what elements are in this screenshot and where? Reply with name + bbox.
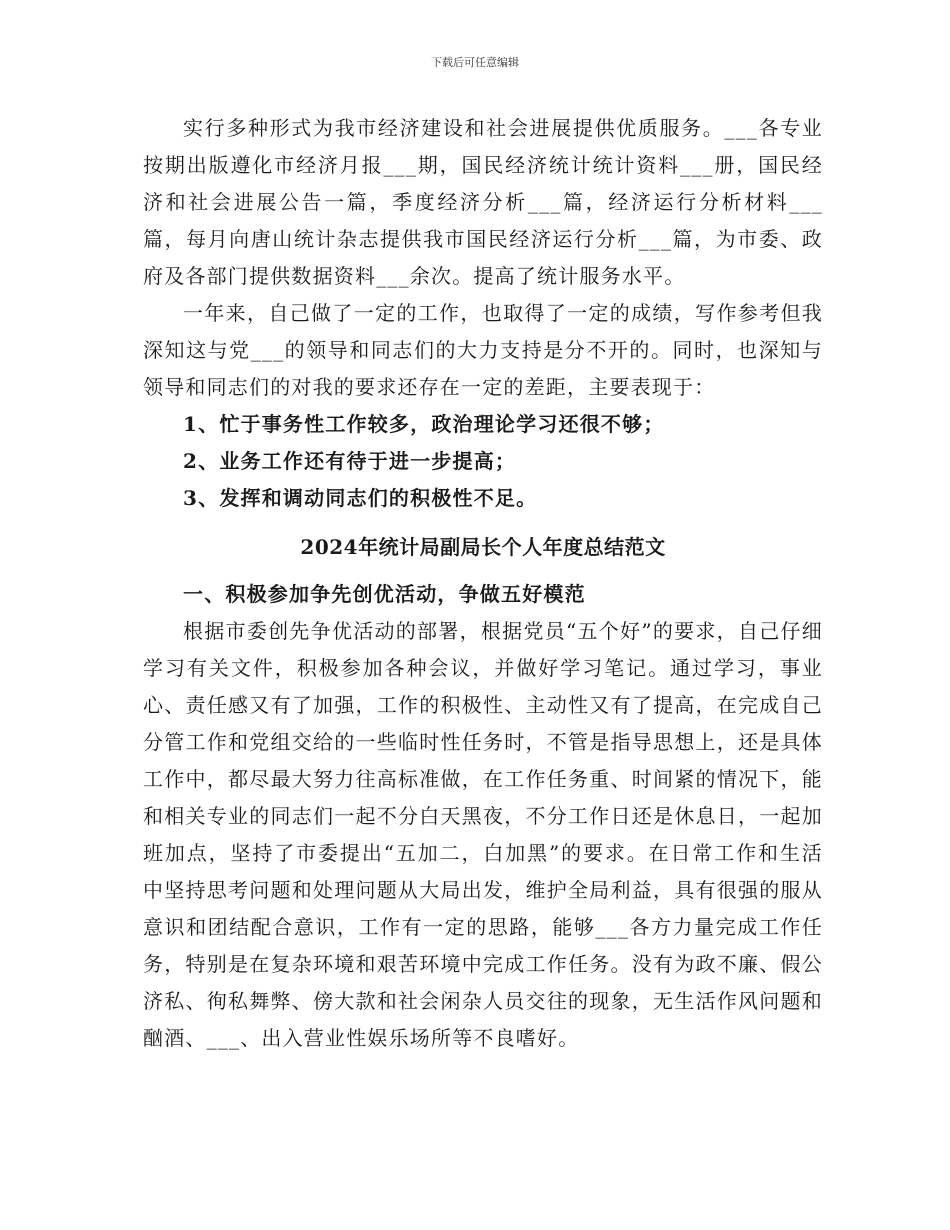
paragraph-statistics-services: 实行多种形式为我市经济建设和社会进展提供优质服务。___各专业按期出版遵化市经济月报___期，国民经济统计统计资料___册，国民经济和社会进展公告一篇，季度经济分析___篇，经济运行分析材料___篇，每月向唐山统计杂志提供我市国民经济运行分析___篇，为市委、政府及各部门提供数据资料___余次。提高了统计服务水平。 [143,116,823,288]
paragraph-section-one: 根据市委创先争优活动的部署，根据党员“五个好”的要求，自己仔细学习有关文件，积极参加各种会议，并做好学习笔记。通过学习，事业心、责任感又有了加强，工作的积极性、主动性又有了提高，在完成自己分管工作和党组交给的一些临时性任务时，不管是指导思想上，还是具体工作中，都尽最大努力往高标准做，在工作任务重、时间紧的情况下，能和相关专业的同志们一起不分白天黑夜，不分工作日还是休息日，一起加班加点，坚持了市委提出“五加二，白加黑”的要求。在日常工作和生活中坚持思考问题和处理问题从大局出发，维护全局利益，具有很强的服从意识和团结配合意识，工作有一定的思路，能够___各方力量完成工作任务，特别是在复杂环境和艰苦环境中完成工作任务。没有为政不廉、假公济私、徇私舞弊、傍大款和社会闲杂人员交往的现象，无生活作风问题和酗酒、___、出入营业性娱乐场所等不良嗜好。 [143,619,823,1050]
list-item: 2、业务工作还有待于进一步提高； [183,449,517,473]
list-item: 3、发挥和调动同志们的积极性不足。 [183,486,538,510]
page-header: 下载后可任意编辑 [431,56,519,69]
document-body [143,110,823,1057]
section-heading: 一、积极参加争先创优活动，争做五好模范 [183,582,586,606]
paragraph-self-assessment: 一年来，自己做了一定的工作，也取得了一定的成绩，写作参考但我深知这与党___的领导和同志们的大力支持是分不开的。同时，也深知与领导和同志们的对我的要求还存在一定的差距，主要表现于： [143,301,823,399]
document-title: 2024年统计局副局长个人年度总结范文 [300,535,666,559]
list-item: 1、忙于事务性工作较多，政治理论学习还很不够； [183,412,665,436]
